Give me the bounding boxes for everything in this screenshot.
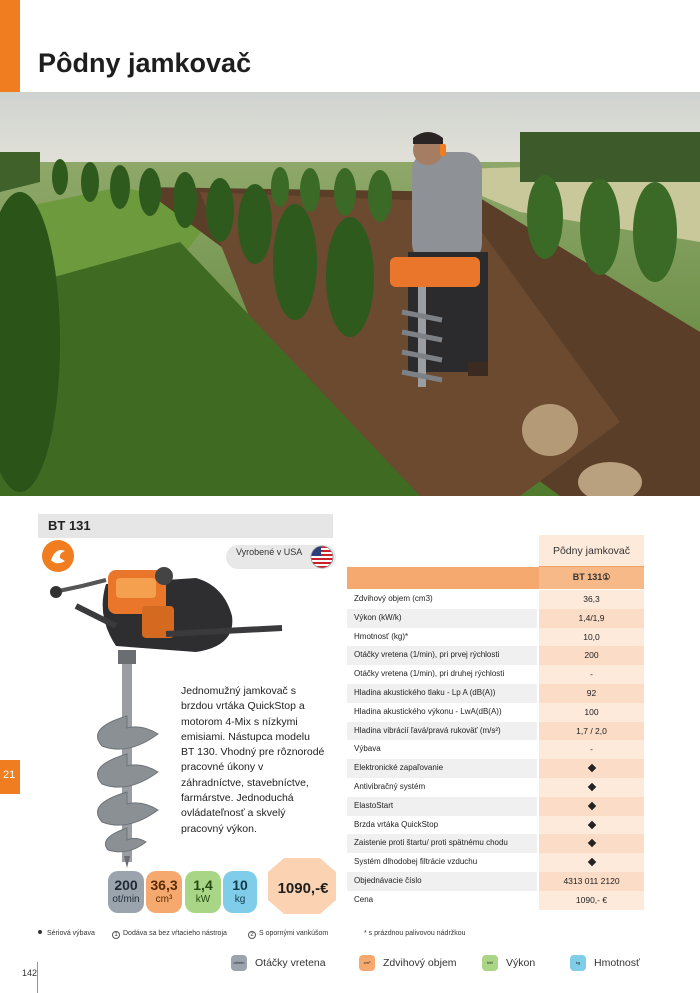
weight-badge [223, 871, 257, 913]
circled-2-icon: 2 [248, 931, 256, 939]
power-value: 1,4 [193, 877, 213, 893]
row-label: Systém dlhodobej filtrácie vzduchu [354, 857, 478, 867]
displacement-badge [146, 871, 182, 913]
row-label: Výbava [354, 744, 381, 754]
table-row [347, 665, 644, 684]
weight-unit: kg [234, 894, 246, 905]
footnotes [38, 930, 658, 944]
power-legend-icon: kW [482, 955, 498, 971]
row-label: Hladina vibrácií ľavá/pravá rukoväť (m/s²) [354, 725, 501, 735]
table-row [347, 891, 644, 910]
table-row [347, 703, 644, 722]
price-value: 1090,-€ [277, 880, 329, 897]
section-tab [0, 760, 20, 794]
rpm-badge [108, 871, 144, 913]
table-row [347, 646, 644, 665]
product-name-bar [38, 514, 333, 538]
top-orange-tab [0, 0, 20, 92]
legend-rpm-label: Otáčky vretena [255, 957, 326, 969]
row-label: Hmotnosť (kg)* [354, 631, 409, 641]
row-label: Zdvihový objem (cm3) [354, 594, 433, 603]
table-row [347, 797, 644, 816]
rpm-value: 200 [114, 877, 138, 893]
row-value: 4313 011 2120 [563, 875, 620, 886]
table-row [347, 778, 644, 797]
row-value: - [590, 744, 593, 755]
weight-legend-icon: kg [570, 955, 586, 971]
rpm-legend-icon: ot/min [231, 955, 247, 971]
row-value: 1,7 / 2,0 [576, 725, 607, 736]
displacement-unit: cm³ [155, 894, 173, 905]
table-row [347, 834, 644, 853]
table-row [347, 816, 644, 835]
row-label: Antivibračný systém [354, 781, 426, 791]
table-category-label: Pôdny jamkovač [552, 545, 631, 557]
row-label: Brzda vrtáka QuickStop [354, 819, 439, 829]
table-model-header [347, 567, 644, 589]
displacement-value: 36,3 [150, 877, 178, 893]
price-badge [268, 858, 336, 914]
row-value: 1,4/1,9 [578, 612, 605, 623]
page-number-divider [37, 962, 38, 993]
made-in-text: Vyrobené v USA [236, 547, 303, 557]
row-value: 1090,- € [575, 894, 608, 905]
page-number: 142 [22, 968, 38, 978]
row-label: ElastoStart [354, 800, 394, 810]
row-value: 100 [584, 706, 599, 717]
table-row [347, 684, 644, 703]
row-value: - [590, 669, 593, 680]
legend-displacement-label: Zdvihový objem [383, 957, 457, 969]
usa-flag-icon [310, 545, 334, 569]
row-label: Objednávacie číslo [354, 875, 422, 885]
row-label: Otáčky vretena (1/min), pri prvej rýchlosti [354, 650, 500, 660]
circled-1-icon: 1 [112, 931, 120, 939]
power-badge [185, 871, 221, 913]
table-row [347, 609, 644, 628]
row-label: Zaistenie proti štartu/ proti spätnému chodu [354, 838, 508, 848]
table-row [347, 628, 644, 647]
table-row [347, 872, 644, 891]
row-value: 92 [586, 687, 597, 698]
footnote-empty-tank: * s prázdnou palivovou nádržkou [364, 930, 466, 937]
row-label: Hladina akustického tlaku - Lp A (dB(A)) [354, 687, 496, 697]
footnote-serial: Sériová výbava [38, 930, 95, 937]
table-row [347, 722, 644, 741]
table-rows [347, 590, 644, 910]
footnote-no-tool: 1 Dodáva sa bez vŕtacieho nástroja [112, 930, 227, 939]
table-row [347, 740, 644, 759]
row-label: Hladina akustického výkonu - LwA(dB(A)) [354, 706, 502, 716]
legend-power-label: Výkon [506, 957, 536, 969]
row-value: 36,3 [583, 594, 600, 604]
hero-photo [0, 92, 700, 496]
row-label: Výkon (kW/k) [354, 612, 402, 622]
row-label: Elektronické zapaľovanie [354, 763, 444, 773]
row-value: 10,0 [583, 631, 600, 642]
page-title: Pôdny jamkovač [38, 48, 252, 78]
table-model-label: BT 131① [572, 572, 611, 582]
row-label: Cena [354, 894, 374, 904]
section-tab-number: 21 [3, 769, 16, 781]
displacement-legend-icon: cm³ [359, 955, 375, 971]
product-description: Jednomužný jamkovač s brzdou vrtáka QuickStop a motorom 4-Mix s nízkymi emisiami. Nástupca modelu BT 130. Vhodný pre rôznorodé pracovné úkony v záhradníctve, stavebníctve, farmárstve. Jednoduchá ovládateľnosť a skvelý pracovný výkon. [181, 685, 325, 835]
legend-weight-label: Hmotnosť [594, 957, 640, 969]
table-row [347, 759, 644, 778]
product-name: BT 131 [48, 518, 91, 533]
table-category-header [539, 535, 644, 567]
row-value: 200 [584, 650, 599, 661]
table-row [347, 853, 644, 872]
row-label: Otáčky vretena (1/min), pri druhej rýchlosti [354, 669, 505, 679]
bullet-icon [38, 930, 42, 934]
footnote-with-bit: 2 S opornými vankúšom [248, 930, 328, 939]
table-row [347, 590, 644, 609]
power-unit: kW [195, 894, 211, 905]
rpm-unit: ot/min [112, 894, 140, 905]
weight-value: 10 [232, 877, 248, 893]
